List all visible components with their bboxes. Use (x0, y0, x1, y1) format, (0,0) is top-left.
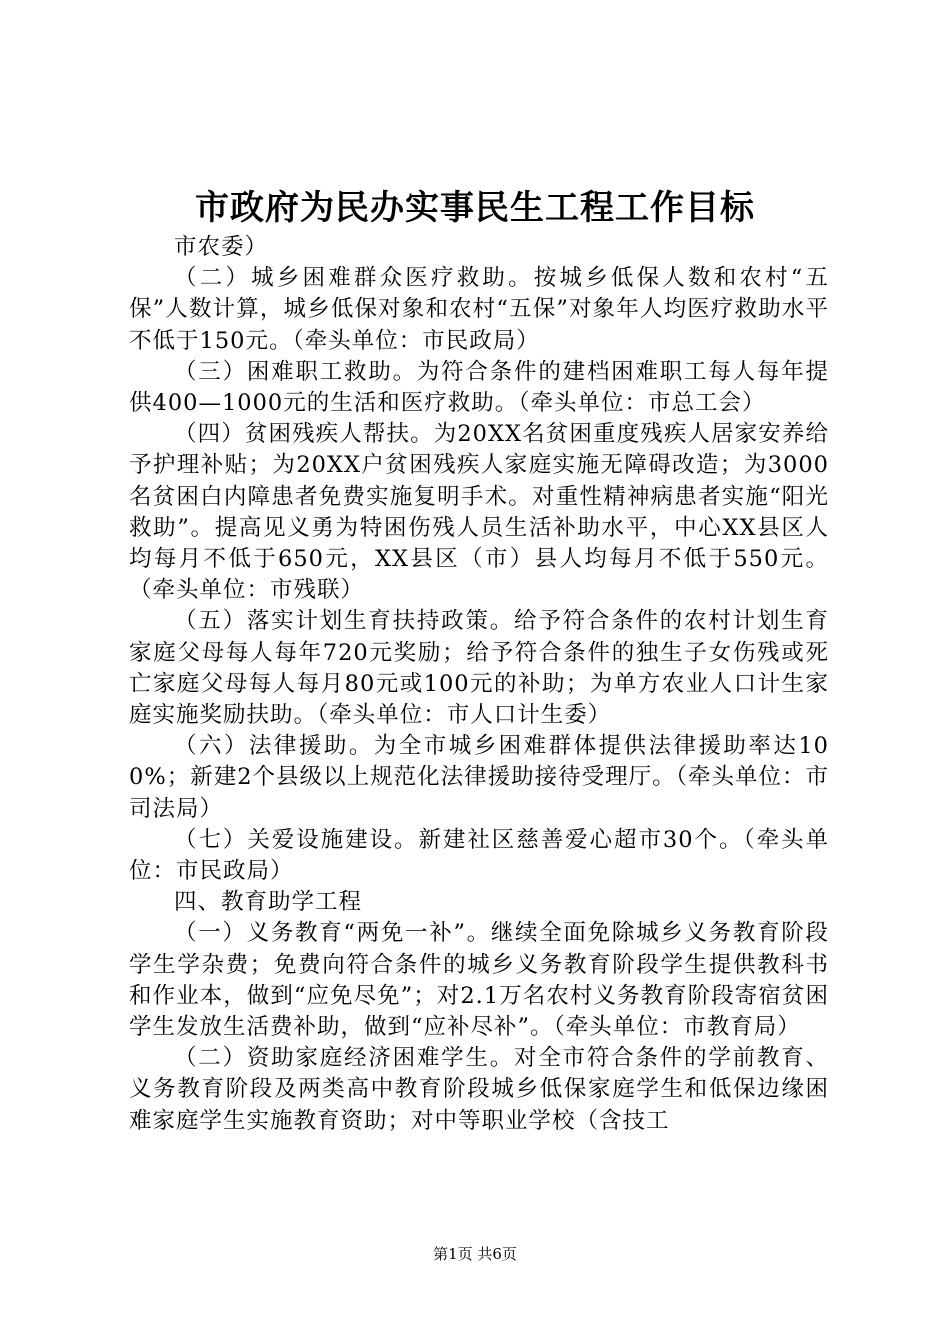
document-title: 市政府为民办实事民生工程工作目标 (195, 188, 755, 228)
document-body (129, 232, 829, 1137)
paragraph: （七）关爱设施建设。新建社区慈善爱心超市30个。（牵头单位：市民政局） (129, 826, 829, 885)
paragraph: （六）法律援助。为全市城乡困难群体提供法律援助率达100%；新建2个县级以上规范化法律援助接待受理厅。（牵头单位：市司法局） (129, 733, 829, 822)
paragraph: （三）困难职工救助。为符合条件的建档困难职工每人每年提供400—1000元的生活和医疗救助。（牵头单位：市总工会） (129, 358, 829, 417)
paragraph: （五）落实计划生育扶持政策。给予符合条件的农村计划生育家庭父母每人每年720元奖励；给予符合条件的独生子女伤残或死亡家庭父母每人每月80元或100元的补助；为单方农业人口计生家庭实施奖励扶助。（牵头单位：市人口计生委） (129, 608, 829, 729)
paragraph: （二）资助家庭经济困难学生。对全市符合条件的学前教育、义务教育阶段及两类高中教育阶段城乡低保家庭学生和低保边缘困难家庭学生实施教育资助；对中等职业学校（含技工 (129, 1045, 829, 1134)
paragraph: （四）贫困残疾人帮扶。为20XX名贫困重度残疾人居家安养给予护理补贴；为20XX户贫困残疾人家庭实施无障碍改造；为3000名贫困白内障患者免费实施复明手术。对重性精神病患者实施“阳光救助”。提高见义勇为特困伤残人员生活补助水平，中心XX县区人均每月不低于650元，XX县区（市）县人均每月不低于550元。（牵头单位：市残联） (129, 421, 829, 604)
paragraph: 市农委） (174, 234, 269, 260)
page-number-footer: 第1页 共6页 (433, 1245, 517, 1263)
paragraph: （二）城乡困难群众医疗救助。按城乡低保人数和农村“五保”人数计算，城乡低保对象和农村“五保”对象年人均医疗救助水平不低于150元。（牵头单位：市民政局） (129, 265, 829, 354)
section-heading: 四、教育助学工程 (174, 889, 363, 916)
paragraph: （一）义务教育“两免一补”。继续全面免除城乡义务教育阶段学生学杂费；免费向符合条件的城乡义务教育阶段学生提供教科书和作业本，做到“应免尽免”；对2.1万名农村义务教育阶段寄宿贫困学生发放生活费补助，做到“应补尽补”。（牵头单位：市教育局） (129, 920, 829, 1041)
